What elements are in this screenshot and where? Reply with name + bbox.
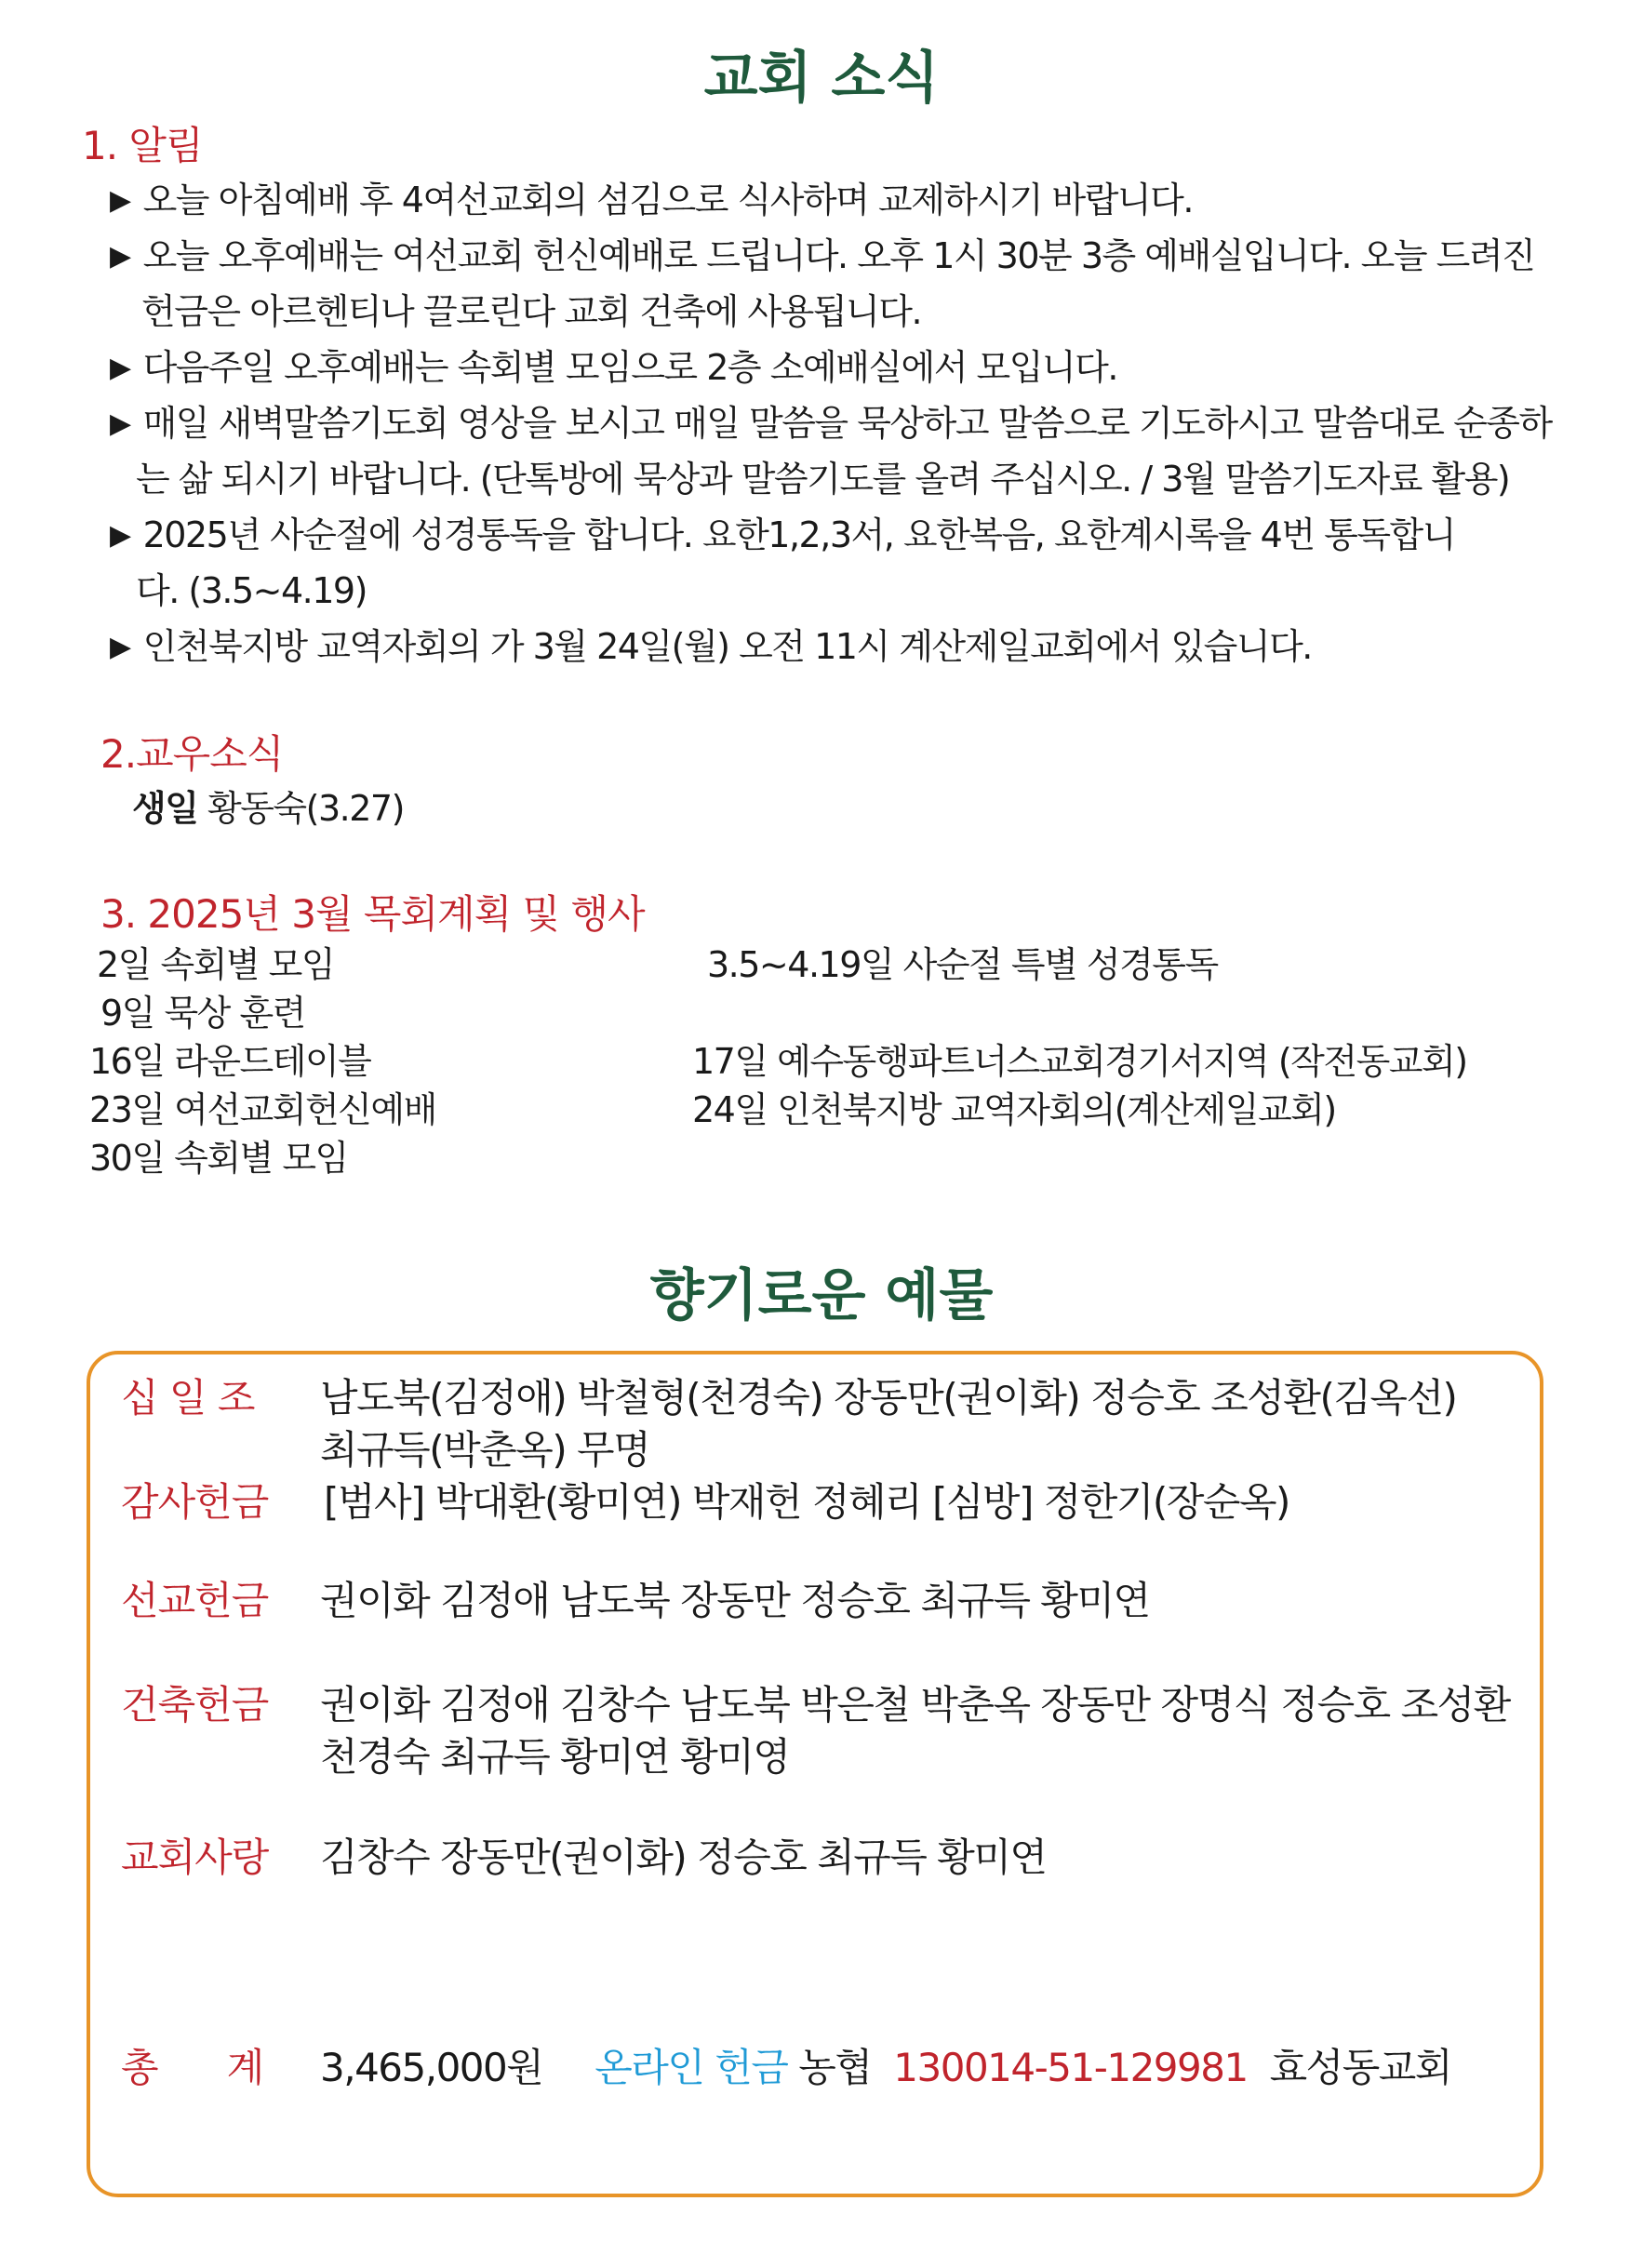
total-label: 총 계 <box>121 2045 264 2090</box>
notice-item: ▶ 인천북지방 교역자회의 가 3월 24일(월) 오전 11시 계산제일교회에서 있습니다. <box>110 618 1312 669</box>
church-love-label: 교회사랑 <box>121 1834 269 1880</box>
building-label: 건축헌금 <box>121 1682 269 1728</box>
birthday-label: 생일 <box>132 788 198 829</box>
notice-item: ▶ 오늘 오후예배는 여선교회 헌신예배로 드립니다. 오후 1시 30분 3층 예배실입니다. 오늘 드려진 <box>110 227 1534 278</box>
thanks-names: [범사] 박대환(황미연) 박재헌 정혜리 [심방] 정한기(장순옥) <box>324 1479 1289 1525</box>
notice-item: ▶ 오늘 아침예배 후 4여선교회의 섬김으로 식사하며 교제하시기 바랍니다. <box>110 171 1193 222</box>
schedule-heading: 3. 2025년 3월 목회계획 및 행사 <box>100 891 645 937</box>
notice-item: ▶ 2025년 사순절에 성경통독을 합니다. 요한1,2,3서, 요한복음, 요한계시록을 4번 통독합니 <box>110 506 1455 557</box>
notices-heading: 1. 알림 <box>82 123 203 168</box>
notice-item: ▶ 다음주일 오후예배는 속회별 모임으로 2층 소예배실에서 모입니다. <box>110 339 1117 390</box>
offerings-title: 향기로운 예물 <box>649 1263 994 1328</box>
schedule-right-item: 3.5~4.19일 사순절 특별 성경통독 <box>707 944 1218 985</box>
total-line <box>320 2037 1451 2093</box>
mission-names: 권이화 김정애 남도북 장동만 정승호 최규득 황미연 <box>320 1578 1150 1623</box>
notice-item: ▶ 매일 새벽말씀기도회 영상을 보시고 매일 말씀을 묵상하고 말씀으로 기도하시고 말씀대로 순종하 <box>110 394 1552 446</box>
schedule-left-item: 16일 라운드테이블 <box>89 1041 371 1082</box>
mission-label: 선교헌금 <box>121 1578 269 1623</box>
building-names: 천경숙 최규득 황미연 황미영 <box>320 1734 790 1780</box>
notice-item-cont: 는 삶 되시기 바랍니다. (단톡방에 묵상과 말씀기도를 올려 주십시오. / 3월 말씀기도자료 활용) <box>136 459 1510 500</box>
bank-name: 농협 <box>798 2045 872 2090</box>
schedule-left-item: 9일 묵상 훈련 <box>100 993 305 1034</box>
total-amount: 3,465,000원 <box>320 2045 543 2090</box>
online-offering-label: 온라인 헌금 <box>594 2045 788 2090</box>
members-heading: 2.교우소식 <box>100 731 284 777</box>
account-number: 130014-51-129981 <box>893 2045 1248 2090</box>
notice-item-cont: 다. (3.5~4.19) <box>136 570 367 611</box>
schedule-left-item: 2일 속회별 모임 <box>97 944 335 985</box>
church-love-names: 김창수 장동만(권이화) 정승호 최규득 황미연 <box>320 1834 1047 1880</box>
news-title: 교회 소식 <box>703 46 940 111</box>
thanks-label: 감사헌금 <box>121 1479 269 1525</box>
tithe-names: 남도북(김정애) 박철형(천경숙) 장동만(권이화) 정승호 조성환(김옥선) <box>320 1375 1457 1421</box>
schedule-left-item: 30일 속회별 모임 <box>89 1138 348 1179</box>
tithe-label: 십 일 조 <box>121 1375 255 1421</box>
building-names: 권이화 김정애 김창수 남도북 박은철 박춘옥 장동만 장명식 정승호 조성환 <box>320 1682 1510 1728</box>
schedule-left-item: 23일 여선교회헌신예배 <box>89 1089 436 1130</box>
schedule-right-item: 24일 인천북지방 교역자회의(계산제일교회) <box>692 1089 1336 1130</box>
account-holder: 효성동교회 <box>1269 2045 1451 2090</box>
birthday-value: 황동숙(3.27) <box>207 788 404 829</box>
birthday-line <box>132 780 404 831</box>
tithe-names: 최규득(박춘옥) 무명 <box>320 1427 650 1473</box>
schedule-right-item: 17일 예수동행파트너스교회경기서지역 (작전동교회) <box>692 1041 1467 1082</box>
notice-item-cont: 헌금은 아르헨티나 끌로린다 교회 건축에 사용됩니다. <box>141 291 922 332</box>
